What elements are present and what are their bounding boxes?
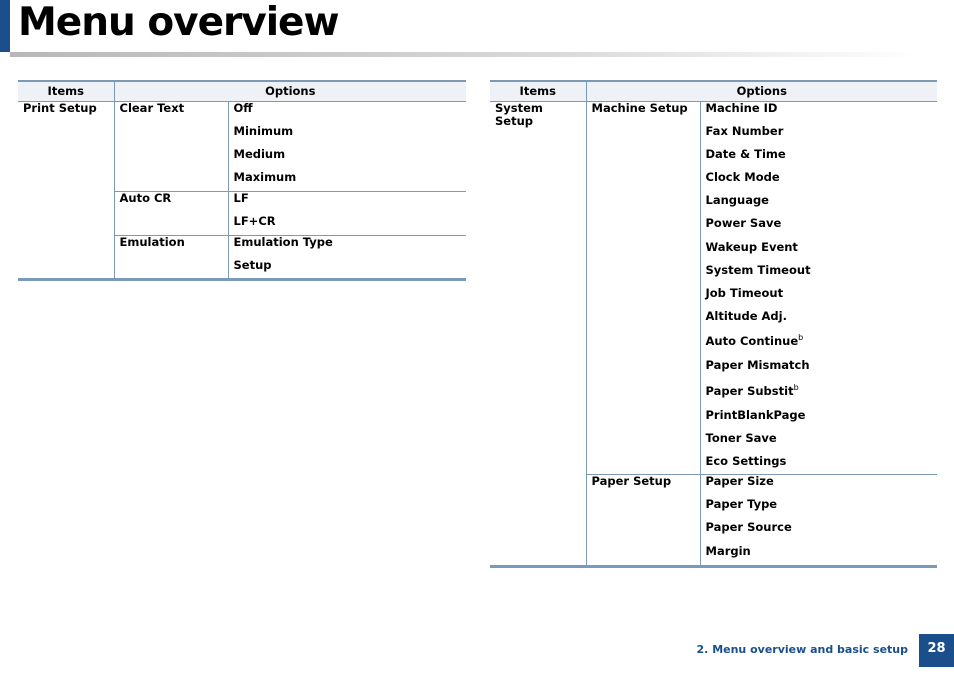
option-text: Auto Continue [705,334,799,349]
print-setup-menu-table [18,80,466,281]
sub-cell [114,101,228,192]
option-item: Minimum [233,123,294,138]
options-header: Options [586,81,937,101]
option-item: PrintBlankPage [705,407,806,422]
table-header-row [490,81,937,101]
items-header: Items [18,81,114,101]
option-item: Off [233,100,253,115]
title-divider [10,52,920,57]
option-item: LF+CR [233,214,276,229]
sub-label: Paper Setup [591,473,672,488]
options-header: Options [114,81,466,101]
page-title: Menu overview [18,0,339,45]
option-item: Eco Settings [705,453,787,468]
option-item: Toner Save [705,430,777,445]
option-item-with-footnote [706,333,933,359]
option-item: Margin [705,543,751,558]
sub-cell [586,474,700,566]
option-item: Setup [233,258,272,273]
options-cell [228,236,466,280]
option-item: Paper Size [705,473,774,488]
options-cell [228,192,466,236]
option-item: Maximum [233,170,297,185]
table-header-row [18,81,466,101]
table-row [18,101,466,192]
footer-chapter-link[interactable]: 2. Menu overview and basic setup [696,643,908,656]
option-item: Paper Source [705,520,792,535]
option-item: Job Timeout [705,286,784,300]
option-item: Date & Time [705,146,786,161]
option-item: Paper Type [705,497,778,512]
option-item: LF [233,191,249,206]
sub-label: Emulation [119,235,185,250]
option-item-with-footnote [706,383,933,409]
option-text: Paper Substit [705,383,794,398]
option-item: System Timeout [705,262,811,277]
options-cell [228,101,466,192]
options-cell [700,101,937,474]
table-row [490,101,937,474]
item-cell [18,101,114,280]
option-item: Power Save [705,216,782,231]
item-label: Print Setup [23,100,97,115]
sub-cell [586,101,700,474]
option-item: Language [705,193,769,208]
option-item: Altitude Adj. [705,309,787,324]
sub-label: Auto CR [119,191,172,206]
footnote-mark: b [798,333,804,343]
page-number-badge: 28 [919,634,954,667]
sub-cell [114,192,228,236]
title-accent-bar [0,0,10,52]
option-item: Medium [233,146,286,161]
sub-cell [114,236,228,280]
option-item: Machine ID [705,100,778,115]
item-cell [490,101,586,566]
option-item: Emulation Type [233,235,333,250]
option-item: Fax Number [705,123,784,138]
option-item: Paper Mismatch [705,358,810,373]
sub-label: Machine Setup [591,100,688,115]
system-setup-menu-table [490,80,937,568]
footnote-mark: b [793,382,799,392]
option-item: Wakeup Event [705,239,798,254]
options-cell [700,474,937,566]
items-header: Items [490,81,586,101]
sub-label: Clear Text [119,100,185,115]
option-item: Clock Mode [705,170,780,185]
item-label: System Setup [495,100,543,128]
